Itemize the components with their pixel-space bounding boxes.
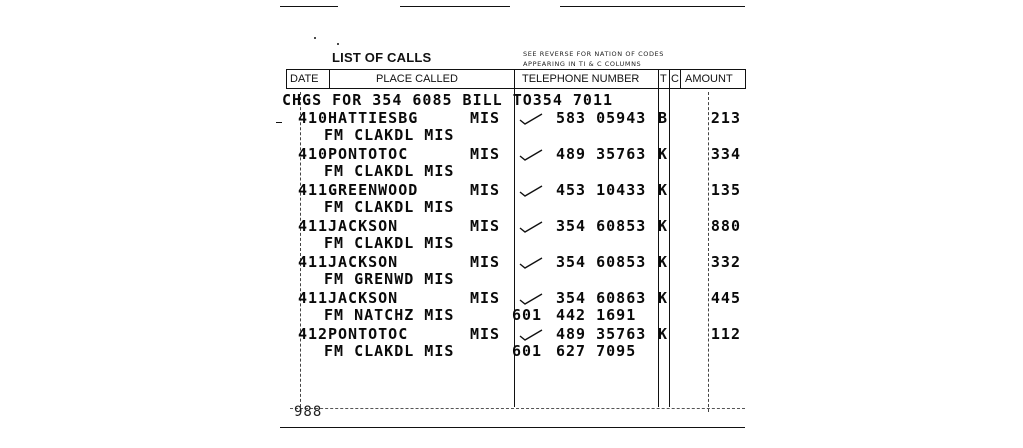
header-c: C [671, 73, 679, 85]
verified-check-icon [518, 220, 544, 234]
call-number: 453 10433 [556, 181, 647, 199]
header-top-rule [286, 69, 746, 70]
col-divider-place [329, 69, 330, 88]
call-place: PONTOTOC [328, 325, 409, 343]
col-divider-date [286, 69, 287, 88]
top-rule-mid [400, 6, 510, 7]
call-from-area: 601 [512, 306, 543, 324]
verified-check-icon [518, 112, 544, 126]
call-from-number: 442 1691 [556, 306, 637, 324]
call-date: 411 [298, 217, 329, 235]
header-telephone-number: TELEPHONE NUMBER [522, 73, 640, 85]
amount-guide [708, 92, 709, 412]
call-number: 489 35763 [556, 145, 647, 163]
verified-check-icon [518, 256, 544, 270]
call-date: 412 [298, 325, 329, 343]
call-date: 411 [298, 181, 329, 199]
bottom-guide [290, 408, 745, 409]
header-date: DATE [290, 73, 319, 85]
call-place: GREENWOOD [328, 181, 419, 199]
call-code: K [658, 289, 669, 307]
top-rule-right [560, 6, 745, 7]
verified-check-icon [518, 328, 544, 342]
call-state: MIS [470, 217, 501, 235]
call-state: MIS [470, 253, 501, 271]
call-amount: 445 [710, 289, 741, 307]
header-bottom-rule [286, 88, 746, 89]
header-t: T [660, 73, 667, 85]
call-code: K [658, 145, 669, 163]
call-code: K [658, 325, 669, 343]
form-title: LIST OF CALLS [332, 50, 432, 65]
call-state: MIS [470, 145, 501, 163]
call-code: K [658, 181, 669, 199]
call-date: 411 [298, 289, 329, 307]
call-from: FM CLAKDL MIS [324, 162, 455, 180]
call-from-area: 601 [512, 342, 543, 360]
top-rule-left [280, 6, 338, 7]
call-place: JACKSON [328, 253, 399, 271]
call-state: MIS [470, 289, 501, 307]
col-divider-c [669, 69, 670, 407]
margin-tick [276, 122, 282, 123]
verified-check-icon [518, 148, 544, 162]
call-code: B [658, 109, 669, 127]
call-from: FM CLAKDL MIS [324, 126, 455, 144]
codes-note-line1: SEE REVERSE FOR NATION OF CODES [523, 50, 664, 58]
call-number: 489 35763 [556, 325, 647, 343]
date-guide [300, 92, 301, 412]
codes-note-line2: APPEARING IN TI & C COLUMNS [523, 60, 642, 68]
verified-check-icon [518, 184, 544, 198]
call-number: 354 60853 [556, 253, 647, 271]
bottom-rule [280, 427, 745, 428]
call-amount: 213 [710, 109, 741, 127]
call-code: K [658, 253, 669, 271]
call-date: 411 [298, 253, 329, 271]
call-amount: 112 [710, 325, 741, 343]
call-number: 354 60863 [556, 289, 647, 307]
call-state: MIS [470, 181, 501, 199]
call-code: K [658, 217, 669, 235]
col-divider-amount [680, 69, 681, 88]
call-amount: 880 [710, 217, 741, 235]
call-place: JACKSON [328, 289, 399, 307]
mark-dot [314, 37, 316, 39]
call-amount: 135 [710, 181, 741, 199]
call-place: HATTIESBG [328, 109, 419, 127]
mark-dot [337, 43, 339, 45]
col-divider-end [745, 69, 746, 88]
call-date: 410 [298, 145, 329, 163]
call-amount: 332 [710, 253, 741, 271]
call-state: MIS [470, 325, 501, 343]
call-amount: 334 [710, 145, 741, 163]
verified-check-icon [518, 292, 544, 306]
call-number: 354 60853 [556, 217, 647, 235]
call-list-form [280, 0, 750, 448]
call-from: FM CLAKDL MIS [324, 342, 455, 360]
call-from: FM CLAKDL MIS [324, 198, 455, 216]
call-from-number: 627 7095 [556, 342, 637, 360]
call-place: JACKSON [328, 217, 399, 235]
header-amount: AMOUNT [685, 73, 733, 85]
charge-line: CHGS FOR 354 6085 BILL TO354 7011 [282, 91, 614, 109]
call-from: FM CLAKDL MIS [324, 234, 455, 252]
call-place: PONTOTOC [328, 145, 409, 163]
call-state: MIS [470, 109, 501, 127]
footer-code: 988 [294, 404, 323, 420]
call-from: FM GRENWD MIS [324, 270, 455, 288]
header-place-called: PLACE CALLED [376, 73, 458, 85]
call-date: 410 [298, 109, 329, 127]
call-from: FM NATCHZ MIS [324, 306, 455, 324]
call-number: 583 05943 [556, 109, 647, 127]
